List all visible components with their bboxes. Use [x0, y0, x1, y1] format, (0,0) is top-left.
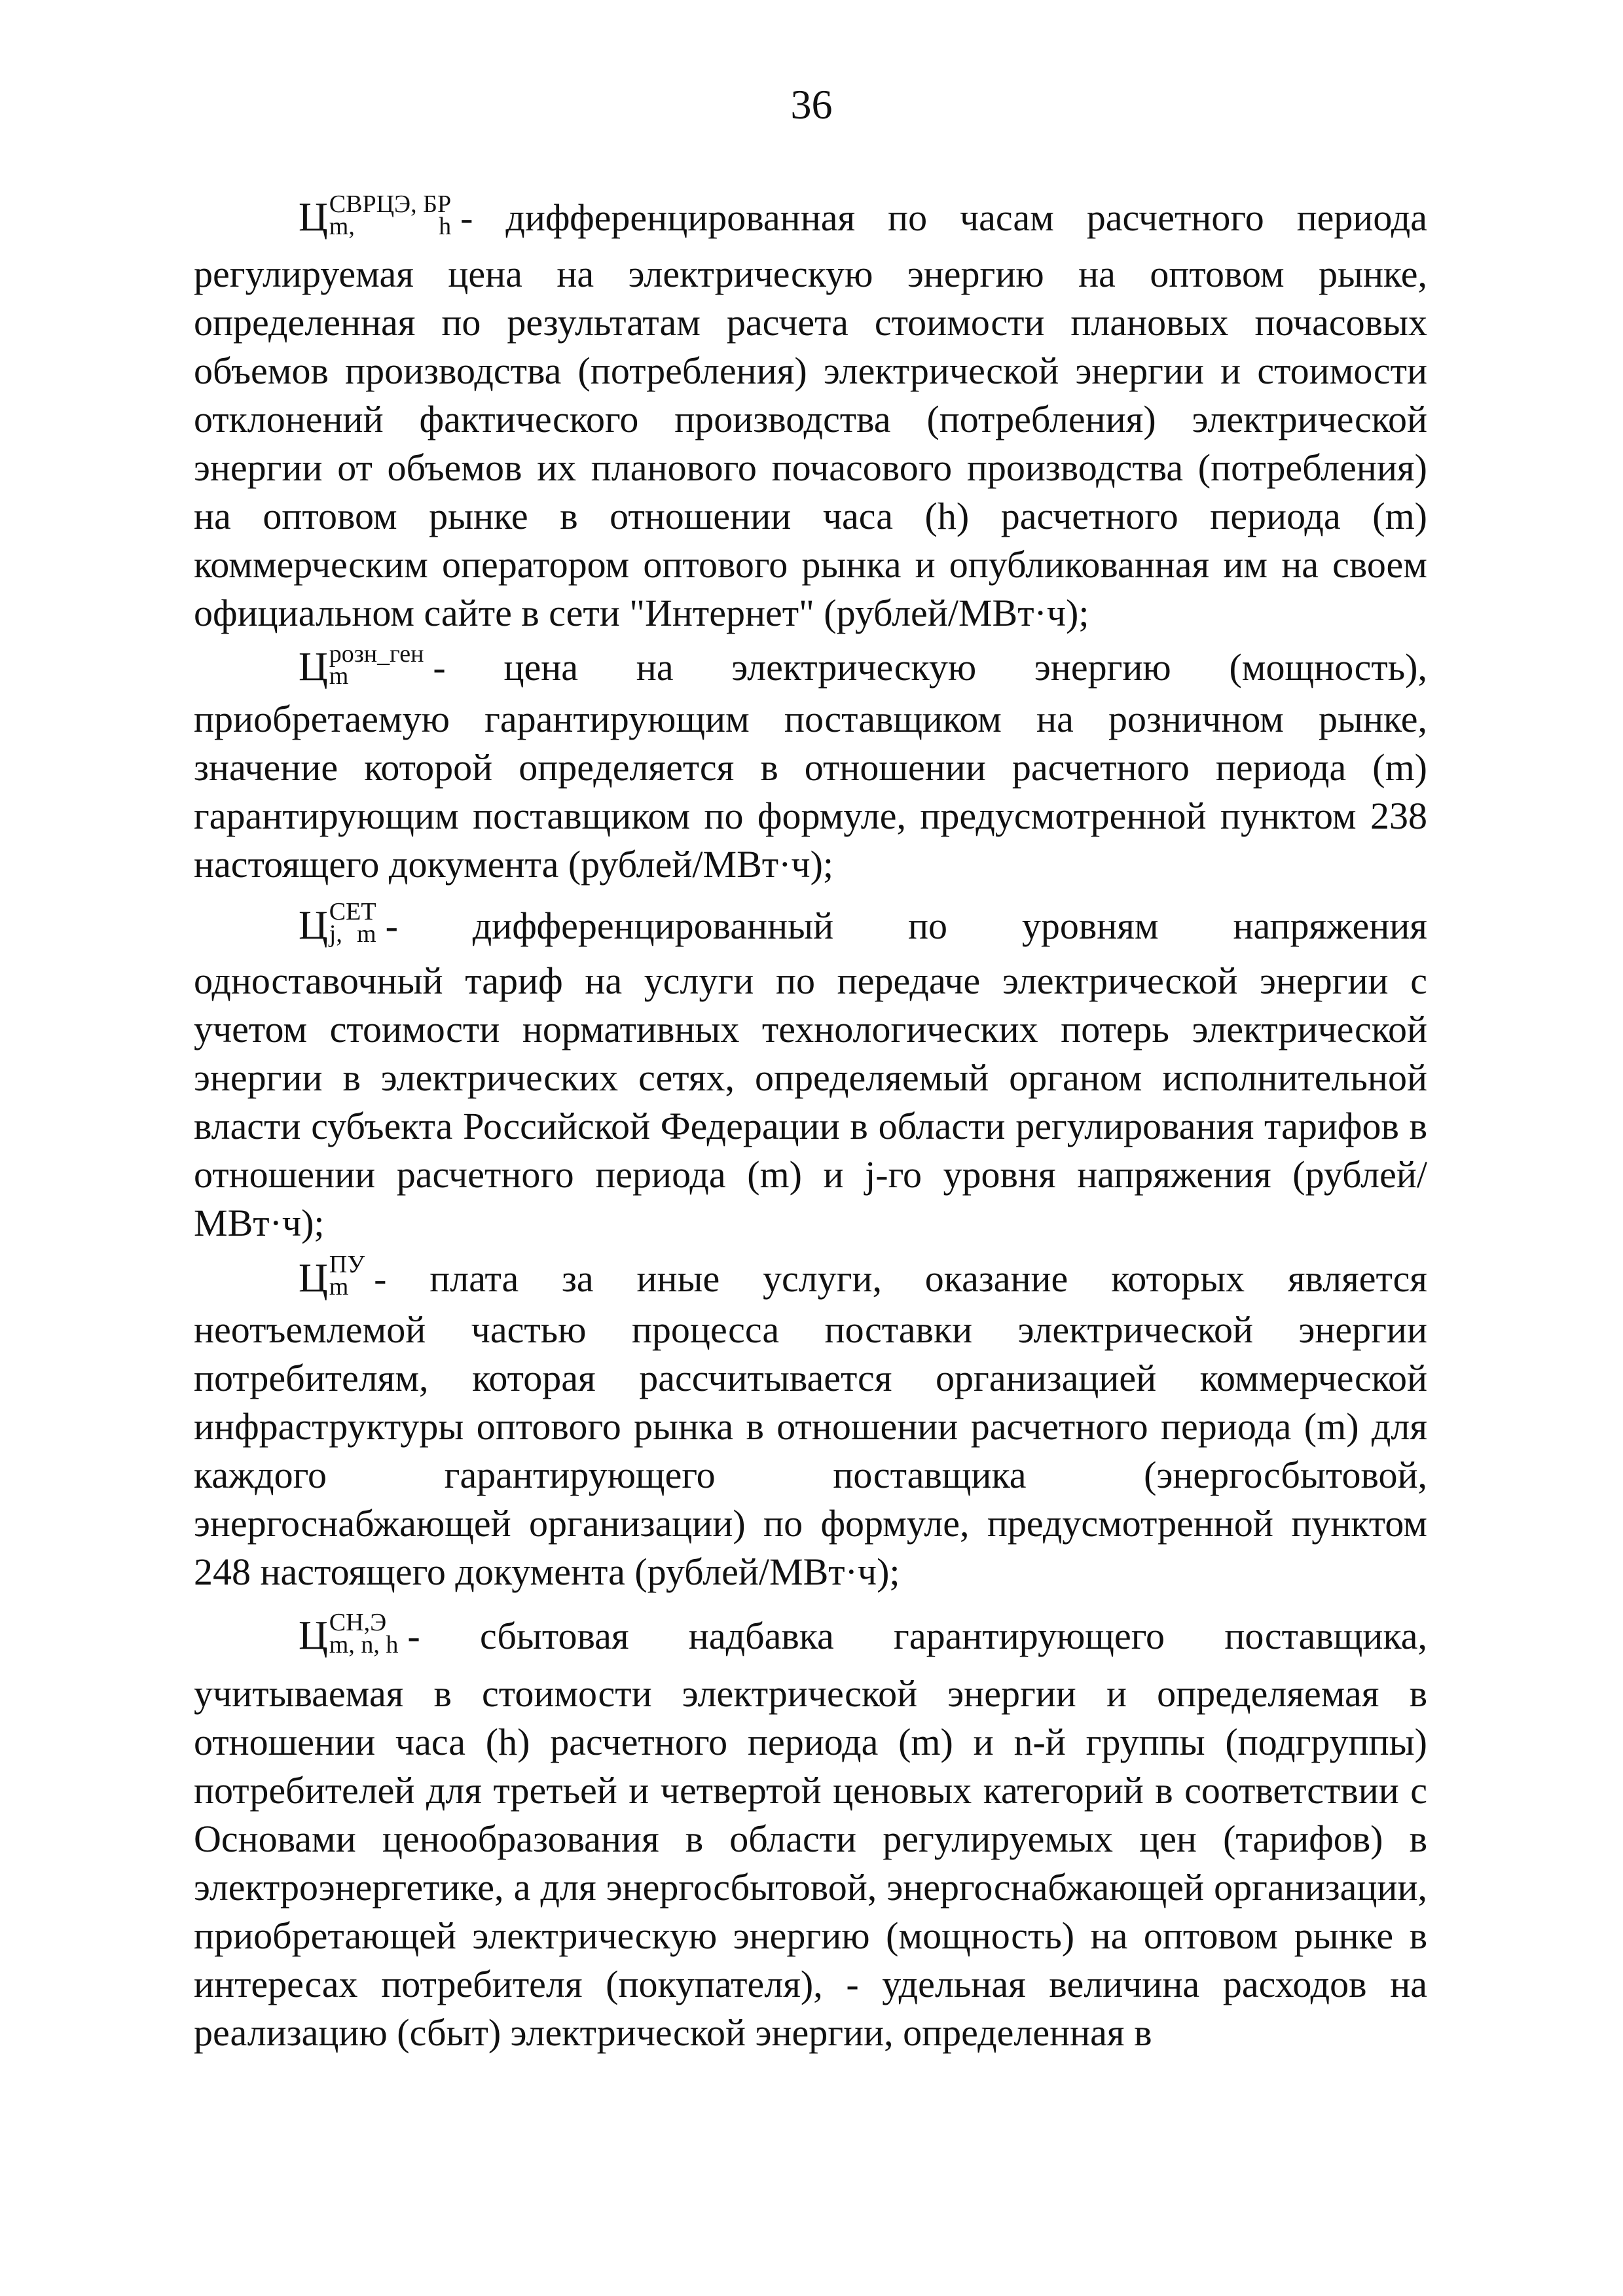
symbol-base: Ц: [299, 903, 328, 948]
symbol-superscript: СВРЦЭ, БР: [329, 190, 452, 218]
symbol-base: Ц: [299, 1255, 328, 1300]
symbol-subscript: m, h: [329, 212, 452, 240]
formula-symbol: [299, 894, 376, 958]
symbol-superscript: СН,Э: [329, 1609, 387, 1637]
formula-symbol: [299, 1253, 365, 1306]
symbol-superscript: розн_ген: [329, 639, 424, 668]
definition-lead-text: - плата за иные услуги, оказание которых является: [374, 1257, 1427, 1300]
symbol-subscript: m: [329, 662, 349, 690]
definition-block: [194, 894, 1427, 1247]
symbol-base: Ц: [299, 645, 328, 689]
definition-first-line: [194, 1602, 1427, 1670]
definition-first-line: [194, 185, 1427, 250]
page-number: 36: [790, 81, 833, 128]
definition-first-line: [194, 1253, 1427, 1306]
definition-first-line: [194, 894, 1427, 957]
symbol-superscript: СЕТ: [329, 898, 376, 926]
symbol-base: Ц: [299, 195, 328, 240]
definition-body-text: приобретаемую гарантирующим поставщиком на розничном рынке, значение которой определяется в отношении расчетного периода (m) гарантирующим поставщиком по формуле, предусмотренной пунктом 238 настоящего документа (рублей/МВт·ч);: [194, 697, 1427, 886]
definition-block: [194, 639, 1427, 889]
definition-lead-text: - дифференцированная по часам расчетного периода: [460, 196, 1427, 239]
formula-symbol: [299, 185, 451, 251]
formula-symbol: [299, 639, 424, 695]
document-body: [194, 185, 1427, 2062]
symbol-base: Ц: [299, 1613, 328, 1659]
definition-body-text: регулируемая цена на электрическую энергию на оптовом рынке, определенная по результатам расчета стоимости плановых почасовых объемов производства (потребления) электрической энергии и стоимости отклонений фактического производства (потребления) электрической энергии от объемов их планового почасового производства (потребления) на оптовом рынке в отношении часа (h) расчетного периода (m) коммерческим оператором оптового рынка и опубликованная им на своем официальном сайте в сети "Интернет" (рублей/МВт·ч);: [194, 253, 1427, 634]
definition-block: [194, 1602, 1427, 2057]
definition-body-text: неотъемлемой частью процесса поставки электрической энергии потребителям, которая рассчитывается организацией коммерческой инфраструктуры оптового рынка в отношении расчетного периода (m) для каждого гарантирующего поставщика (энергосбытовой, энергоснабжающей организации) по формуле, предусмотренной пунктом 248 настоящего документа (рублей/МВт·ч);: [194, 1308, 1427, 1594]
definition-body-text: одноставочный тариф на услуги по передаче электрической энергии с учетом стоимости нормативных технологических потерь электрической энергии в электрических сетях, определяемый органом исполнительной власти субъекта Российской Федерации в области регулирования тарифов в отношении расчетного периода (m) и j-го уровня напряжения (рублей/МВт·ч);: [194, 959, 1427, 1244]
symbol-subscript: j, m: [329, 920, 376, 948]
symbol-subscript: m: [329, 1273, 349, 1301]
definition-first-line: [194, 639, 1427, 695]
definition-lead-text: - сбытовая надбавка гарантирующего поставщика,: [407, 1615, 1427, 1658]
symbol-superscript: ПУ: [329, 1251, 365, 1279]
definition-body-text: учитываемая в стоимости электрической энергии и определяемая в отношении часа (h) расчетного периода (m) и n-й группы (подгруппы) потребителей для третьей и четвертой ценовых категорий в соответствии с Основами ценообразования в области регулируемых цен (тарифов) в электроэнергетике, а для энергосбытовой, энергоснабжающей организации, приобретающей электрическую энергию (мощность) на оптовом рынке в интересах потребителя (покупателя), - удельная величина расходов на реализацию (сбыт) электрической энергии, определенная в: [194, 1672, 1427, 2054]
definition-lead-text: - цена на электрическую энергию (мощность),: [433, 646, 1427, 689]
definition-block: [194, 1253, 1427, 1597]
definition-lead-text: - дифференцированный по уровням напряжения: [385, 904, 1427, 947]
definition-block: [194, 185, 1427, 637]
formula-symbol: [299, 1602, 398, 1670]
symbol-subscript: m, n, h: [329, 1631, 399, 1659]
